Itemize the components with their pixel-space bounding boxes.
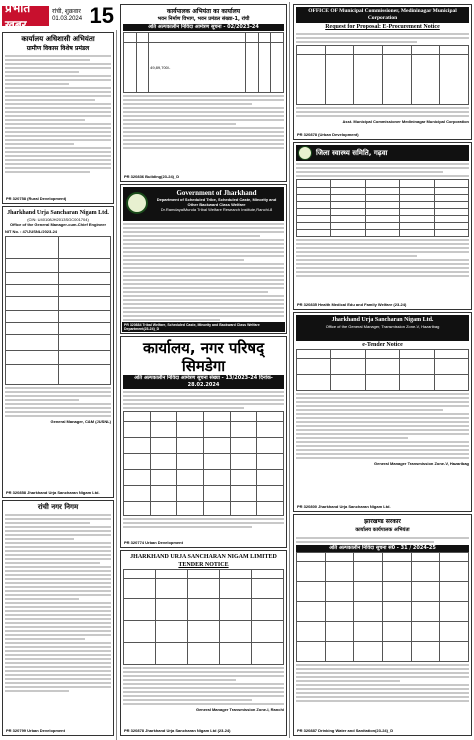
- building-nit: अति अल्पकालीन निविदा आमंत्रण सूचना - 02/2023-24: [123, 24, 284, 31]
- gov-pr-id: PR 320884 Tribal Welfare, Scheduled Caste, Minority and Backward Class Welfare Department(23-24)_D: [122, 322, 285, 332]
- simdega-table: [123, 411, 284, 516]
- simdega-title: कार्यालय, नगर परिषद् सिमडेगा: [142, 339, 265, 375]
- medi-table: [296, 45, 469, 105]
- gov-institute: Dr.RamdayalMunda Tribal Welfare Research Institute,Ranchi-8: [160, 207, 273, 212]
- building-sub: भवन निर्माण विभाग, भवन प्रमंडल संख्या-1, रांची: [157, 16, 250, 22]
- building-office: कार्यपालक अभियंता का कार्यालय: [166, 8, 241, 15]
- notice-drinking-water: [293, 514, 472, 736]
- notice-building-dept: [120, 4, 287, 182]
- building-pr-id: PR 320836 Building(23-24)_D: [124, 174, 180, 179]
- medi-sign: Asst. Municipal Commissioner Medininagar Municipal Corporation: [342, 119, 469, 124]
- notice-simdega: [120, 336, 287, 548]
- notice-health-garhwa: [293, 142, 472, 310]
- jusnl3-table: [296, 349, 469, 391]
- page-number: 15: [89, 3, 114, 28]
- notice-body: [5, 55, 111, 173]
- notice-jusnl-3: [293, 312, 472, 512]
- nagar-pr-id: PR 320799 Urban Development: [6, 728, 65, 733]
- notice-medininagar: [293, 4, 472, 140]
- notice-jusnl-2: [120, 550, 287, 736]
- jusnl3-sign: General Manager Transmission Zone-V, Hazaribag: [374, 461, 469, 466]
- simdega-pr-id: PR 320774 Urban Development: [124, 540, 183, 545]
- jusnl3-office: Office of the General Manager, Transmission Zone-V, Hazaribag: [325, 324, 440, 329]
- gov-dept: Department of Scheduled Tribe, Scheduled Caste, Minority and Other Backward Class Welfare: [156, 197, 277, 207]
- health-seal-icon: [298, 146, 312, 160]
- jusnl-nit: NIT No. : 47/JUSNL/2023-24: [5, 229, 58, 234]
- notice-ranchi-nagar: [2, 500, 114, 736]
- nagar-title: रांची नगर निगम: [37, 503, 79, 511]
- gov-banner: [123, 187, 284, 221]
- building-table: [123, 32, 284, 93]
- gov2-office: कार्यालय कार्यपालक अभियंता: [355, 527, 410, 533]
- jusnl3-pr-id: PR 320800 Jharkhand Urja Sancharan Nigam Ltd.: [297, 504, 391, 509]
- health-banner: [296, 145, 469, 161]
- jusnl3-title: Jharkhand Urja Sancharan Nigam Ltd.: [331, 317, 434, 323]
- jusnl2-pr-id: PR 320878 Jharkhand Urja Sancharan Nigam Ltd (23-24): [124, 728, 231, 733]
- date-line: रांची, शुक्रवार 01.03.2024: [52, 9, 83, 22]
- newspaper-logo: प्रभात खबर: [2, 6, 49, 26]
- column-2: [118, 2, 290, 738]
- jusnl2-notice: TENDER NOTICE: [178, 562, 229, 568]
- health-pr-id: PR 320835 Health Medical Edu and Family Welfare (23-24): [297, 302, 407, 307]
- notice-subtitle: ग्रामीण विकास विशेष प्रमंडल: [26, 45, 90, 52]
- jusnl-office: Office of the General Manager-cum-Chief Engineer: [9, 222, 107, 227]
- gov-title: Government of Jharkhand: [176, 189, 257, 197]
- jusnl2-sign: General Manager Transmission Zone-I, Ranchi: [195, 707, 284, 712]
- notice-rural-dev: [2, 32, 114, 204]
- jusnl-table: [5, 236, 111, 385]
- gov2-pr-id: PR 320887 Drinking Water and Sanitation(23-24)_D: [297, 728, 394, 733]
- gov2-nit: अति अल्पकालीन निविदा सूचना सं0 - 31 / 2024-25: [296, 545, 469, 552]
- medi-pr-id: PR 320878 (Urban Development): [297, 132, 359, 137]
- notice-jusnl-1: [2, 206, 114, 498]
- simdega-nit: अति अल्पकालीन निविदा आमंत्रण सूचना संख्या - 13/2023-24 दिनांक- 28.02.2024: [123, 375, 284, 389]
- gov2-table: [296, 552, 469, 662]
- jusnl3-banner: [296, 315, 469, 341]
- health-table: [296, 179, 469, 237]
- masthead: [2, 2, 114, 30]
- jharkhand-seal-icon: [126, 192, 148, 214]
- jusnl3-notice: e-Tender Notice: [362, 342, 403, 348]
- notice-title: कार्यालय अधिशासी अभियंता: [21, 35, 95, 43]
- jusnl-sign: General Manager, C&M (JUSNL): [50, 419, 111, 424]
- building-amount: 49,89,700/-: [149, 43, 246, 93]
- notice-pr-id: PR 320758 (Rural Development): [6, 196, 67, 201]
- jusnl-title: Jharkhand Urja Sancharan Nigam Ltd.: [7, 210, 109, 216]
- jusnl-cin: (CIN: U40108JH2013SGC001704): [27, 217, 89, 222]
- jusnl2-title: JHARKHAND URJA SANCHARAN NIGAM LIMITED: [130, 554, 277, 560]
- jusnl2-table: [123, 569, 284, 665]
- column-1: [0, 30, 117, 740]
- gov2-title: झारखण्ड सरकार: [364, 518, 401, 525]
- medi-title: OFFICE OF Municipal Commissioner, Medininagar Municipal Corporation: [296, 7, 469, 23]
- notice-tribal-welfare: [120, 184, 287, 334]
- medi-rfp: Request for Proposal: E-Procurement Notice: [325, 24, 440, 30]
- health-title: जिला स्वास्थ्य समिति, गढ़वा: [316, 149, 388, 157]
- jusnl-pr-id: PR 320858 Jharkhand Urja Sancharan Nigam Ltd.: [6, 490, 100, 495]
- column-3: [291, 2, 474, 738]
